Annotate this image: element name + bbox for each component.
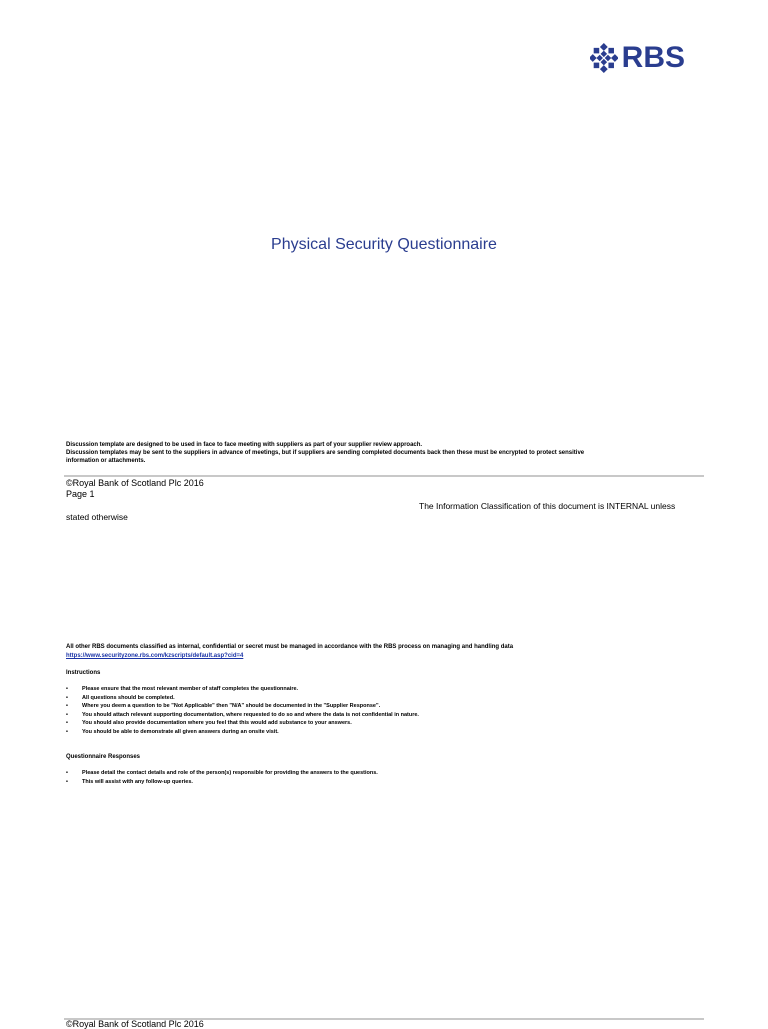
instructions-list — [66, 685, 419, 736]
list-item-text: Please detail the contact details and role of the person(s) responsible for providing the answers to the questions. — [82, 770, 378, 776]
list-item — [66, 778, 378, 787]
instructions-heading: Instructions — [66, 670, 101, 676]
page-number: Page 1 — [66, 489, 95, 499]
list-item-text: Where you deem a question to be "Not Applicable" then "N/A" should be documented in the "Supplier Response". — [82, 703, 381, 709]
list-item-text: You should be able to demonstrate all given answers during an onsite visit. — [82, 728, 279, 735]
rbs-logo — [590, 42, 685, 74]
document-title: Physical Security Questionnaire — [271, 236, 497, 253]
list-item-text: All questions should be completed. — [82, 694, 175, 701]
bullet-icon: • — [66, 720, 68, 726]
copyright-text: ©Royal Bank of Scotland Plc 2016 — [66, 478, 204, 488]
list-item — [66, 685, 419, 694]
discussion-notice — [66, 441, 706, 465]
discussion-line-2: Discussion templates may be sent to the suppliers in advance of meetings, but if suppliers are sending completed documents back then these must be encrypted to protect sensitive — [66, 450, 585, 456]
list-item — [66, 694, 419, 703]
classification-text: The Information Classification of this document is INTERNAL unless — [419, 501, 676, 511]
bullet-icon: • — [66, 770, 68, 776]
classification-text-cont: stated otherwise — [66, 512, 128, 522]
bullet-icon: • — [66, 778, 68, 785]
bullet-icon: • — [66, 711, 68, 718]
security-zone-link[interactable]: https://www.securityzone.rbs.com/kzscripts/default.asp?cid=4 — [66, 653, 244, 659]
list-item-text: You should attach relevant supporting documentation, where requested to do so and where the data is not confidential in nature. — [82, 711, 419, 718]
rbs-documents-notice: All other RBS documents classified as internal, confidential or secret must be managed in accordance with the RBS process on managing and handling data — [66, 644, 514, 650]
discussion-line-1: Discussion template are designed to be used in face to face meeting with suppliers as part of your supplier review approach. — [66, 442, 423, 448]
daisy-wheel-icon — [590, 43, 618, 73]
footer-copyright: ©Royal Bank of Scotland Plc 2016 — [66, 1019, 204, 1029]
responses-heading: Questionnaire Responses — [66, 754, 141, 760]
list-item — [66, 769, 378, 778]
bullet-icon: • — [66, 728, 68, 735]
bullet-icon: • — [66, 694, 68, 701]
list-item — [66, 711, 419, 720]
list-item — [66, 719, 419, 728]
logo-wordmark: RBS — [621, 41, 685, 74]
divider — [64, 475, 704, 477]
bullet-icon: • — [66, 686, 68, 692]
bullet-icon: • — [66, 703, 68, 709]
list-item — [66, 702, 419, 711]
list-item — [66, 728, 419, 737]
list-item-text: Please ensure that the most relevant member of staff completes the questionnaire. — [82, 686, 299, 692]
responses-list — [66, 769, 378, 786]
list-item-text: You should also provide documentation where you feel that this would add substance to your answers. — [82, 720, 352, 726]
list-item-text: This will assist with any follow-up queries. — [82, 778, 193, 785]
discussion-line-3: information or attachments. — [66, 458, 146, 464]
